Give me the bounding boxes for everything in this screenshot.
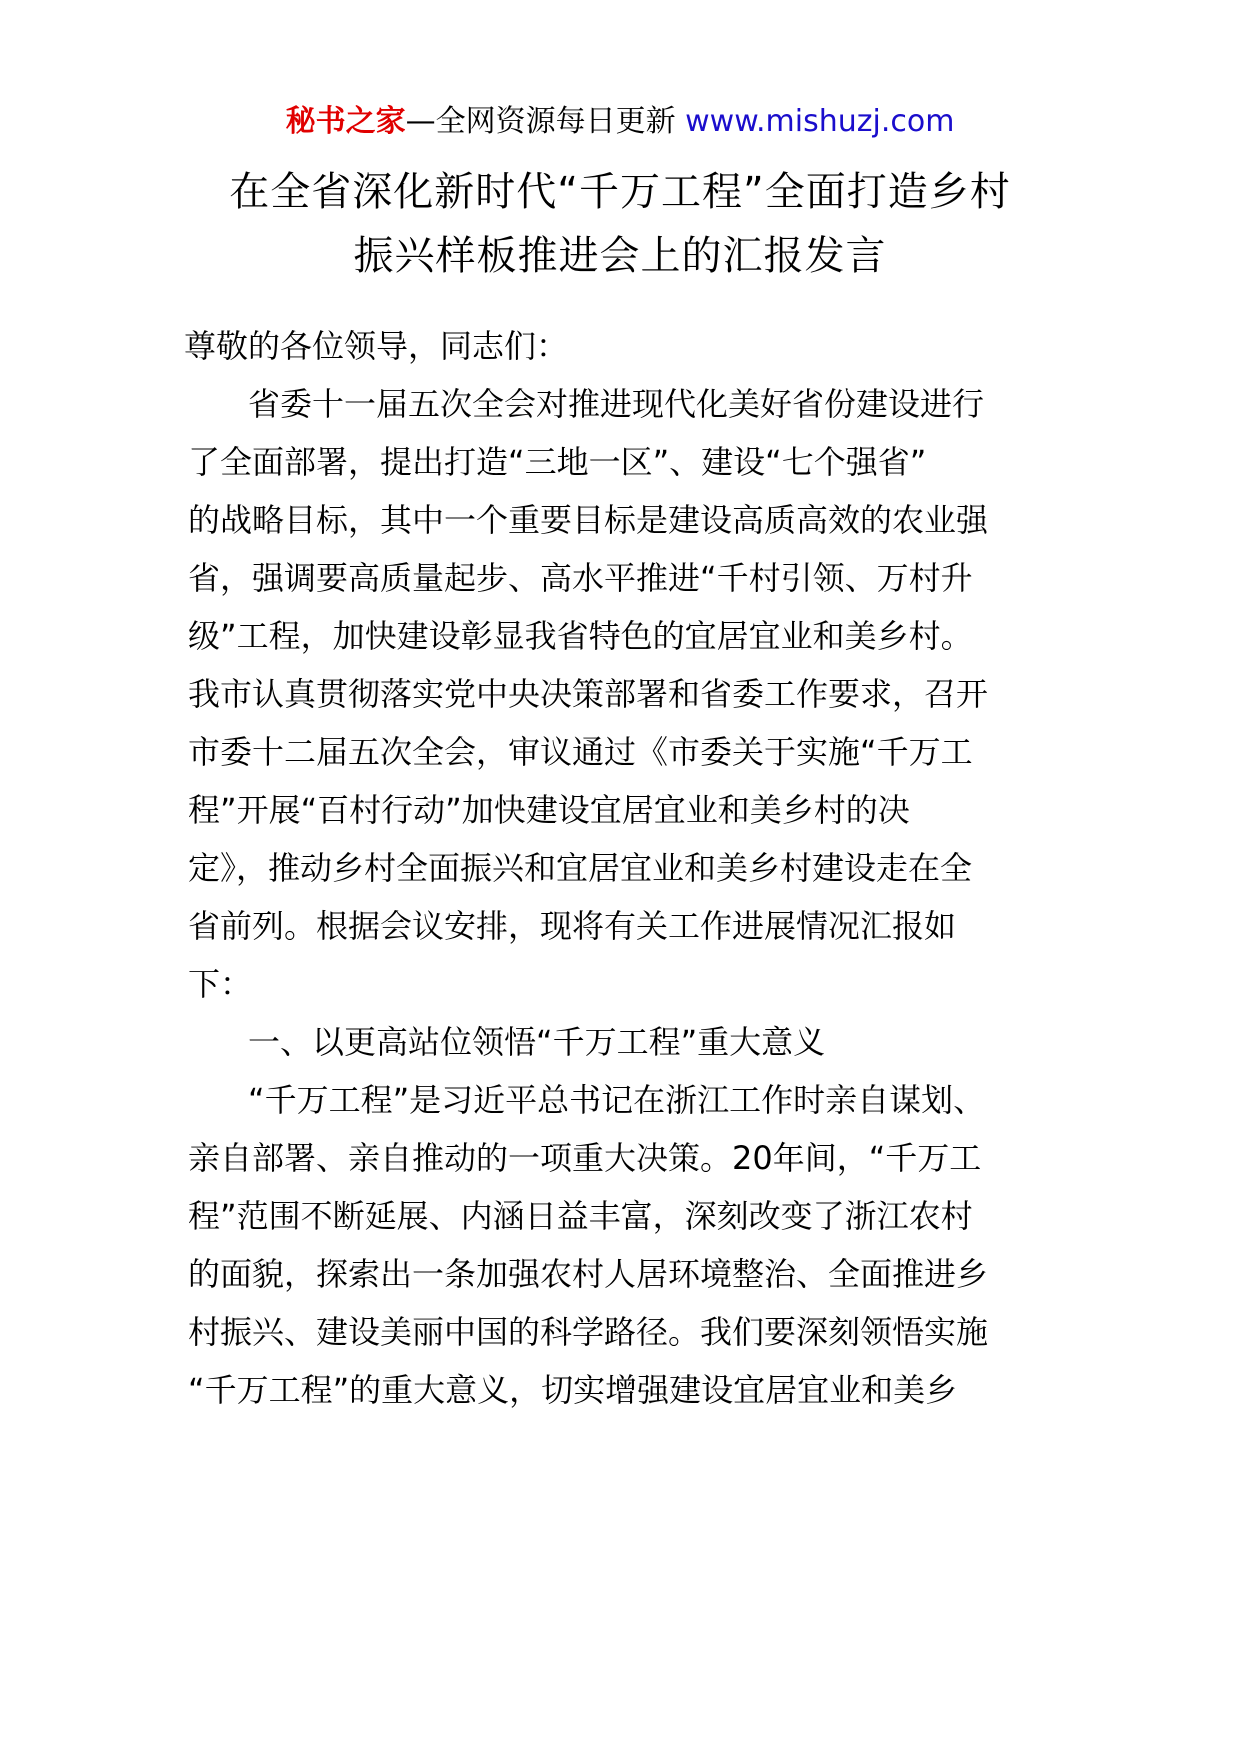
body-line: “千万工程”的重大意义，切实增强建设宜居宜业和美乡: [188, 1371, 958, 1409]
body-line: 的面貌，探索出一条加强农村人居环境整治、全面推进乡: [188, 1255, 989, 1293]
body-line: 省，强调要高质量起步、高水平推进“千村引领、万村升: [188, 559, 973, 597]
body-line: 级”工程，加快建设彰显我省特色的宜居宜业和美乡村。: [188, 617, 973, 655]
document-title-line-1: 在全省深化新时代“千万工程”全面打造乡村: [229, 169, 1011, 215]
site-tagline: —全网资源每日更新: [405, 104, 686, 139]
salutation: 尊敬的各位领导，同志们：: [184, 327, 569, 365]
body-line: “千万工程”是习近平总书记在浙江工作时亲自谋划、: [248, 1081, 986, 1119]
body-line: 村振兴、建设美丽中国的科学路径。我们要深刻领悟实施: [188, 1313, 989, 1351]
body-line: 程”开展“百村行动”加快建设宜居宜业和美乡村的决: [188, 791, 910, 829]
body-line: 市委十二届五次全会，审议通过《市委关于实施“千万工: [188, 733, 973, 771]
body-line: 省委十一届五次全会对推进现代化美好省份建设进行: [248, 385, 985, 423]
body-line: 我市认真贯彻落实党中央决策部署和省委工作要求，召开: [188, 675, 989, 713]
site-brand: 秘书之家: [285, 104, 406, 139]
body-line: 亲自部署、亲自推动的一项重大决策。20年间，“千万工: [188, 1139, 982, 1177]
section-heading: 一、以更高站位领悟“千万工程”重大意义: [248, 1023, 826, 1061]
body-line: 了全面部署，提出打造“三地一区”、建设“七个强省”: [188, 443, 927, 481]
body-line: 下：: [188, 965, 253, 1003]
body-line: 的战略目标，其中一个重要目标是建设高质高效的农业强: [188, 501, 989, 539]
body-line: 定》，推动乡村全面振兴和宜居宜业和美乡村建设走在全: [188, 849, 973, 887]
document-title-line-2: 振兴样板推进会上的汇报发言: [353, 233, 887, 279]
site-url-link[interactable]: www.mishuzj.com: [685, 104, 955, 139]
body-line: 省前列。根据会议安排，现将有关工作进展情况汇报如: [188, 907, 957, 945]
site-header: [0, 102, 1240, 142]
body-line: 程”范围不断延展、内涵日益丰富，深刻改变了浙江农村: [188, 1197, 973, 1235]
